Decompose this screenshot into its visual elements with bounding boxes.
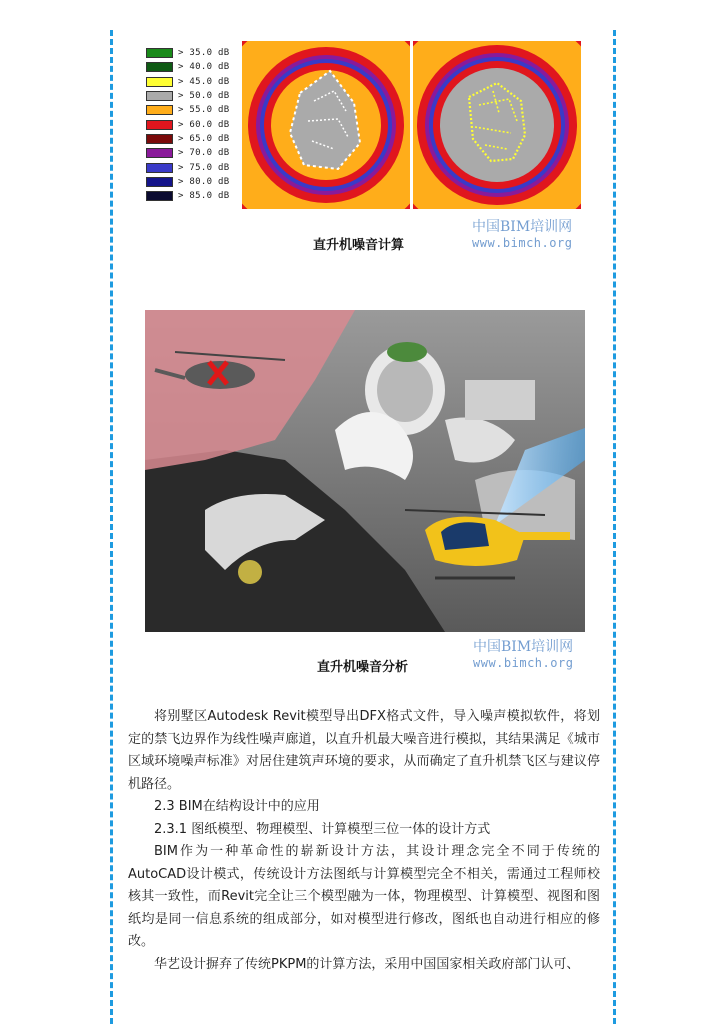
legend-swatch (146, 120, 173, 130)
legend-swatch (146, 91, 173, 101)
legend-label: > 85.0 dB (178, 191, 230, 202)
legend-swatch (146, 62, 173, 72)
legend-item (146, 60, 229, 74)
legend-label: > 45.0 dB (178, 76, 230, 87)
legend-swatch (146, 163, 173, 173)
legend-label: > 80.0 dB (178, 176, 230, 187)
page-border-left (110, 30, 113, 1024)
legend-item (146, 75, 229, 89)
legend-label: > 55.0 dB (178, 105, 230, 116)
noise-calculation-figure (140, 38, 585, 263)
figure-caption: 直升机噪音计算 (313, 238, 405, 253)
legend-swatch (146, 191, 173, 201)
paragraph: 华艺设计摒弃了传统PKPM的计算方法，采用中国国家相关政府部门认可、 (154, 956, 580, 972)
legend-label: > 70.0 dB (178, 148, 230, 159)
legend-item (146, 117, 229, 131)
watermark (472, 216, 572, 250)
paragraph: 将别墅区Autodesk Revit模型导出DFX格式文件，导入噪声模拟软件，将划定的禁飞边界作为线性噪声廊道，以直升机最大噪音进行模拟，其结果满足《城市区域环境噪声标准》对居住建筑声环境的要求，从而确定了直升机禁飞区与建议停机路径。 (128, 709, 600, 792)
helicopter-noise-analysis-image (145, 310, 585, 632)
legend-item (146, 89, 229, 103)
subsection-heading: 2.3.1 图纸模型、物理模型、计算模型三位一体的设计方式 (154, 821, 491, 837)
paragraph: BIM作为一种革命性的崭新设计方法，其设计理念完全不同于传统的AutoCAD设计模式，传统设计方法图纸与计算模型完全不相关，需通过工程师校核其一致性，而Revit完全让三个模型融为一体，物理模型、计算模型、视图和图纸均是同一信息系统的组成部分，如对模型进行修改，图纸也自动进行相应的修改。 (128, 844, 600, 949)
helipad (238, 560, 262, 584)
legend-label: > 40.0 dB (178, 62, 230, 73)
article-body (128, 706, 600, 976)
watermark-url: www.bimch.org (472, 236, 573, 250)
legend-label: > 50.0 dB (178, 91, 230, 102)
watermark-url: www.bimch.org (473, 656, 574, 670)
noise-map-right (413, 41, 581, 209)
legend-swatch (146, 134, 173, 144)
noise-map-left (242, 41, 410, 209)
legend-item (146, 146, 229, 160)
noise-ring (440, 68, 554, 182)
legend-swatch (146, 148, 173, 158)
legend-label: > 60.0 dB (178, 119, 230, 130)
page-border-right (613, 30, 616, 1024)
watermark (473, 636, 573, 670)
legend-swatch (146, 48, 173, 58)
legend-item (146, 160, 229, 174)
noise-legend (146, 46, 229, 203)
legend-label: > 75.0 dB (178, 162, 230, 173)
figure-caption: 直升机噪音分析 (317, 660, 409, 675)
watermark-name: 中国BIM培训网 (473, 639, 574, 655)
legend-item (146, 189, 229, 203)
legend-item (146, 175, 229, 189)
legend-item (146, 103, 229, 117)
legend-label: > 35.0 dB (178, 48, 230, 59)
legend-label: > 65.0 dB (178, 133, 230, 144)
legend-item (146, 132, 229, 146)
legend-swatch (146, 105, 173, 115)
watermark-name: 中国BIM培训网 (472, 219, 573, 235)
legend-item (146, 46, 229, 60)
legend-swatch (146, 77, 173, 87)
legend-swatch (146, 177, 173, 187)
section-heading: 2.3 BIM在结构设计中的应用 (154, 799, 320, 814)
aerial-rendering (145, 310, 585, 632)
